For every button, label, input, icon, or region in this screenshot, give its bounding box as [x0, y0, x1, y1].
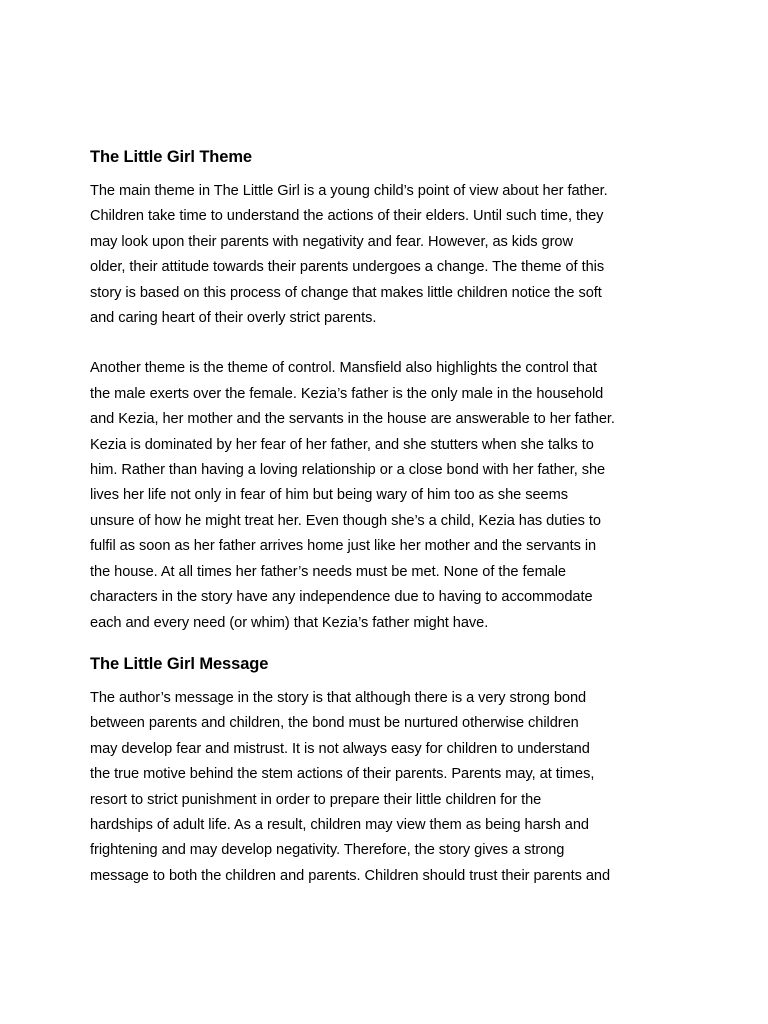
text-line: him. Rather than having a loving relationship or a close bond with her father, she	[90, 462, 606, 479]
text-line: fulfil as soon as her father arrives home just like her mother and the servants in	[90, 538, 597, 555]
text-line: Another theme is the theme of control. Mansfield also highlights the control that	[90, 360, 598, 377]
text-line: The main theme in The Little Girl is a young child’s point of view about her father.	[90, 183, 608, 199]
text-line: unsure of how he might treat her. Even though she’s a child, Kezia has duties to	[90, 512, 601, 529]
spacer	[90, 678, 685, 686]
text-line: characters in the story have any independence due to having to accommodate	[90, 589, 593, 606]
spacer	[90, 331, 685, 356]
text-line: the house. At all times her father’s needs must be met. None of the female	[90, 563, 566, 580]
text-line: message to both the children and parents. Children should trust their parents and	[90, 867, 611, 884]
document-body	[90, 143, 685, 889]
spacer	[90, 171, 685, 179]
text-line: between parents and children, the bond must be nurtured otherwise children	[90, 715, 579, 732]
text-line: story is based on this process of change that makes little children notice the soft	[90, 284, 602, 301]
text-line: lives her life not only in fear of him but being wary of him too as she seems	[90, 487, 568, 504]
text-line: frightening and may develop negativity. Therefore, the story gives a strong	[90, 842, 565, 859]
text-line: and caring heart of their overly strict parents.	[90, 310, 377, 327]
text-line: and Kezia, her mother and the servants in the house are answerable to her father.	[90, 411, 615, 428]
text-line: each and every need (or whim) that Kezia’s father might have.	[90, 614, 489, 631]
paragraph-theme-2	[90, 356, 685, 635]
section-heading-message: The Little Girl Message	[90, 654, 269, 673]
text-line: The author’s message in the story is that although there is a very strong bond	[90, 689, 587, 706]
text-line: the male exerts over the female. Kezia’s father is the only male in the household	[90, 385, 604, 402]
paragraph-message-1	[90, 686, 685, 889]
text-line: Kezia is dominated by her fear of her father, and she stutters when she talks to	[90, 436, 594, 453]
text-line: hardships of adult life. As a result, children may view them as being harsh and	[90, 816, 589, 833]
section-heading-theme: The Little Girl Theme	[90, 148, 253, 166]
text-line: the true motive behind the stem actions of their parents. Parents may, at times,	[90, 766, 595, 783]
text-line: resort to strict punishment in order to prepare their little children for the	[90, 791, 542, 808]
text-line: may look upon their parents with negativity and fear. However, as kids grow	[90, 233, 573, 250]
text-line: may develop fear and mistrust. It is not always easy for children to understand	[90, 740, 590, 757]
paragraph-theme-1	[90, 179, 685, 331]
text-line: Children take time to understand the actions of their elders. Until such time, they	[90, 208, 604, 225]
text-line: older, their attitude towards their parents undergoes a change. The theme of this	[90, 259, 605, 276]
spacer	[90, 636, 685, 650]
